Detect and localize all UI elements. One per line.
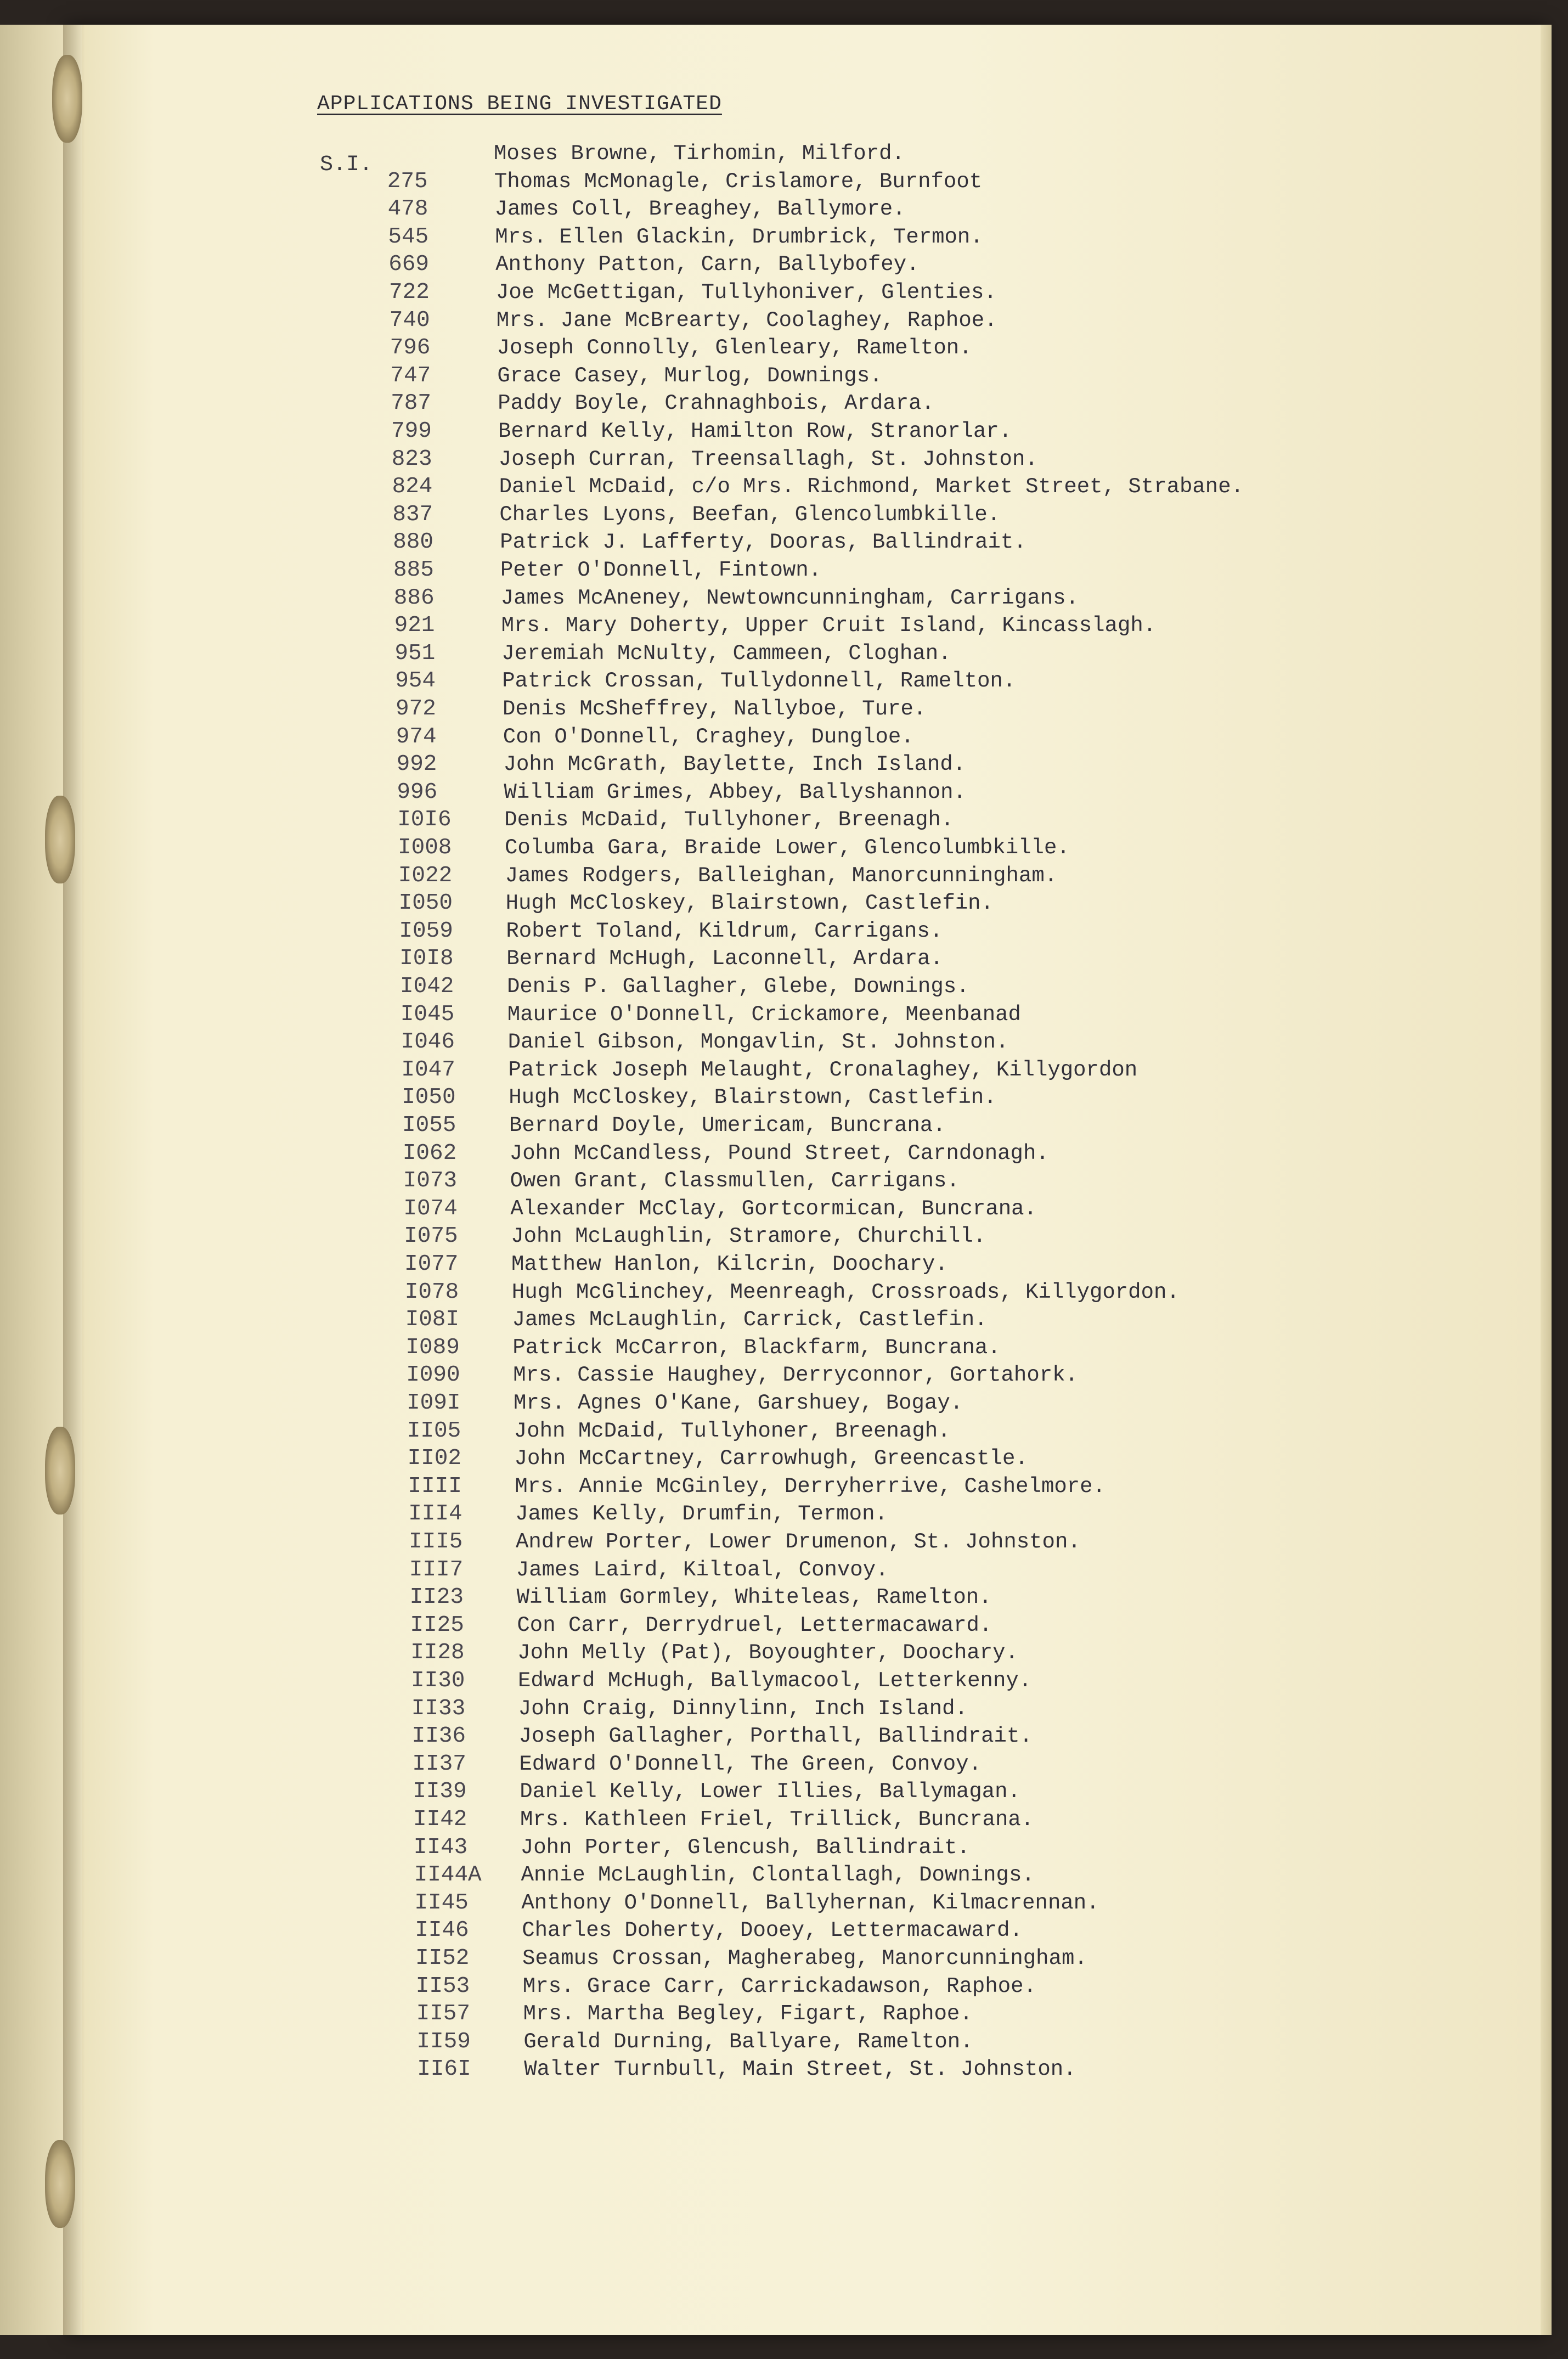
applicant-entry: James Rodgers, Balleighan, Manorcunningham. bbox=[505, 863, 1058, 888]
application-number: II05 bbox=[407, 1418, 461, 1444]
applicant-entry: John McLaughlin, Stramore, Churchill. bbox=[511, 1224, 986, 1249]
binding-hole-icon bbox=[45, 796, 75, 883]
application-number: I089 bbox=[405, 1335, 460, 1360]
application-number: I050 bbox=[398, 891, 453, 916]
applicant-entry: John Melly (Pat), Boyoughter, Doochary. bbox=[517, 1641, 1018, 1665]
applicant-entry: John McCartney, Carrowhugh, Greencastle. bbox=[514, 1446, 1028, 1471]
applicant-entry: Mrs. Agnes O'Kane, Garshuey, Bogay. bbox=[514, 1391, 963, 1415]
applicant-entry: Annie McLaughlin, Clontallagh, Downings. bbox=[521, 1863, 1035, 1888]
application-number: I045 bbox=[400, 1001, 455, 1027]
applicant-entry: John Craig, Dinnylinn, Inch Island. bbox=[518, 1696, 968, 1721]
applicant-entry: William Gormley, Whiteleas, Ramelton. bbox=[516, 1585, 992, 1610]
application-number: 823 bbox=[391, 446, 432, 472]
applicant-entry: Bernard Doyle, Umericam, Buncrana. bbox=[509, 1113, 946, 1138]
applicant-entry: Patrick J. Lafferty, Dooras, Ballindrait. bbox=[500, 530, 1026, 555]
series-prefix: S.I. bbox=[320, 153, 373, 177]
applicant-entry: John Porter, Glencush, Ballindrait. bbox=[520, 1835, 970, 1860]
applicant-entry: Andrew Porter, Lower Drumenon, St. Johnston. bbox=[516, 1530, 1081, 1554]
application-number: 796 bbox=[390, 335, 431, 361]
application-number: I073 bbox=[403, 1168, 458, 1194]
applicant-entry: Joseph Connolly, Glenleary, Ramelton. bbox=[497, 336, 972, 361]
application-number: II52 bbox=[415, 1946, 470, 1971]
applicant-entry: Denis McSheffrey, Nallyboe, Ture. bbox=[503, 697, 927, 721]
application-number: 824 bbox=[392, 474, 433, 500]
application-number: 275 bbox=[387, 168, 428, 194]
application-number: II25 bbox=[410, 1612, 464, 1638]
applicant-entry: Grace Casey, Murlog, Downings. bbox=[497, 363, 883, 388]
applicant-entry: Joseph Curran, Treensallagh, St. Johnston. bbox=[498, 447, 1038, 471]
application-number: II59 bbox=[416, 2029, 471, 2054]
applicant-entry: Denis McDaid, Tullyhoner, Breenagh. bbox=[504, 808, 954, 832]
application-number: 837 bbox=[392, 502, 433, 527]
application-number: I074 bbox=[403, 1196, 458, 1221]
application-number: II6I bbox=[417, 2057, 471, 2082]
application-number: I078 bbox=[404, 1279, 459, 1305]
application-number: I022 bbox=[398, 863, 453, 888]
application-number: I0I8 bbox=[399, 946, 454, 972]
applicant-entry: Owen Grant, Classmullen, Carrigans. bbox=[510, 1169, 960, 1193]
application-number: I050 bbox=[402, 1085, 456, 1111]
applicant-entry: Denis P. Gallagher, Glebe, Downings. bbox=[507, 975, 969, 999]
applicant-entry: John McGrath, Baylette, Inch Island. bbox=[503, 752, 966, 777]
applicant-entry: Maurice O'Donnell, Crickamore, Meenbanad bbox=[507, 1002, 1021, 1027]
application-number: II30 bbox=[411, 1668, 465, 1693]
applicant-entry: Joe McGettigan, Tullyhoniver, Glenties. bbox=[496, 280, 997, 305]
application-number: II23 bbox=[409, 1585, 464, 1611]
applicant-entry: Mrs. Mary Doherty, Upper Cruit Island, Kincasslagh. bbox=[501, 613, 1157, 638]
application-number: 954 bbox=[395, 668, 436, 694]
application-number: II53 bbox=[415, 1973, 470, 1999]
applicant-entry: Anthony O'Donnell, Ballyhernan, Kilmacrennan. bbox=[521, 1890, 1099, 1915]
application-number: II36 bbox=[411, 1724, 466, 1749]
applicant-entry: James McAneney, Newtowncunningham, Carrigans. bbox=[500, 585, 1079, 610]
applicant-entry: Seamus Crossan, Magherabeg, Manorcunningham. bbox=[522, 1946, 1087, 1970]
application-number: IIII bbox=[408, 1473, 462, 1499]
application-number: I077 bbox=[404, 1252, 459, 1277]
applicant-entry: William Grimes, Abbey, Ballyshannon. bbox=[504, 780, 966, 804]
applicant-entry: Peter O'Donnell, Fintown. bbox=[500, 558, 822, 582]
applicant-entry: Edward McHugh, Ballymacool, Letterkenny. bbox=[518, 1669, 1032, 1693]
application-number: III7 bbox=[409, 1557, 464, 1583]
applicant-entry: Charles Doherty, Dooey, Lettermacaward. bbox=[522, 1918, 1023, 1943]
application-number: I046 bbox=[401, 1029, 455, 1055]
application-number: II37 bbox=[412, 1751, 466, 1777]
application-number: III4 bbox=[408, 1501, 462, 1527]
applicant-entry: Daniel Gibson, Mongavlin, St. Johnston. bbox=[507, 1030, 1009, 1055]
applicant-entry: Hugh McGlinchey, Meenreagh, Crossroads, Killygordon. bbox=[511, 1280, 1180, 1304]
application-number: 951 bbox=[394, 640, 436, 666]
applicant-entry: Daniel McDaid, c/o Mrs. Richmond, Market Street, Strabane. bbox=[499, 475, 1244, 499]
page-edge bbox=[1541, 25, 1552, 2335]
application-number: 996 bbox=[397, 779, 438, 805]
applicant-entry: Mrs. Martha Begley, Figart, Raphoe. bbox=[523, 2002, 973, 2026]
application-number: II45 bbox=[414, 1890, 469, 1916]
applicant-entry: Mrs. Jane McBrearty, Coolaghey, Raphoe. bbox=[496, 308, 997, 333]
applicant-entry: Robert Toland, Kildrum, Carrigans. bbox=[506, 919, 943, 943]
applicant-entry: Alexander McClay, Gortcormican, Buncrana. bbox=[510, 1196, 1037, 1221]
applicant-entry: Mrs. Grace Carr, Carrickadawson, Raphoe. bbox=[522, 1974, 1036, 1998]
application-number: I090 bbox=[406, 1363, 460, 1388]
application-number: II42 bbox=[413, 1807, 467, 1832]
applicant-entry: Hugh McCloskey, Blairstown, Castlefin. bbox=[509, 1085, 997, 1110]
applicant-entry: Anthony Patton, Carn, Ballybofey. bbox=[495, 252, 920, 277]
application-number: 972 bbox=[396, 696, 436, 722]
binding-hole-icon bbox=[45, 1427, 75, 1515]
applicant-entry: Bernard McHugh, Laconnell, Ardara. bbox=[506, 947, 943, 971]
applicant-entry: Mrs. Cassie Haughey, Derryconnor, Gortahork. bbox=[513, 1363, 1078, 1388]
application-number: I042 bbox=[400, 974, 454, 999]
applicant-entry: Bernard Kelly, Hamilton Row, Stranorlar. bbox=[498, 419, 1012, 443]
application-number: 974 bbox=[396, 724, 437, 750]
applicant-entry: James Laird, Kiltoal, Convoy. bbox=[516, 1557, 889, 1582]
application-number: I055 bbox=[402, 1113, 456, 1138]
applicant-entry: Con O'Donnell, Craghey, Dungloe. bbox=[503, 724, 914, 749]
applicant-entry: Daniel Kelly, Lower Illies, Ballymagan. bbox=[520, 1780, 1020, 1804]
application-number: 722 bbox=[389, 280, 430, 305]
application-number: I062 bbox=[402, 1140, 457, 1166]
applicant-entry: James Kelly, Drumfin, Termon. bbox=[515, 1502, 888, 1527]
application-number: II44A bbox=[414, 1862, 482, 1888]
applicant-entry: Joseph Gallagher, Porthall, Ballindrait. bbox=[518, 1724, 1033, 1749]
applicant-entry: Patrick McCarron, Blackfarm, Buncrana. bbox=[512, 1335, 1001, 1360]
applicant-entry: John McDaid, Tullyhoner, Breenagh. bbox=[514, 1418, 951, 1443]
application-number: 747 bbox=[390, 363, 431, 389]
application-number: II02 bbox=[407, 1446, 462, 1472]
application-number: 885 bbox=[393, 558, 434, 583]
applicant-entry: Charles Lyons, Beefan, Glencolumbkille. bbox=[499, 502, 1001, 527]
applicant-entry: Patrick Joseph Melaught, Cronalaghey, Killygordon bbox=[508, 1057, 1138, 1082]
application-number: III5 bbox=[409, 1529, 463, 1555]
application-number: 740 bbox=[389, 307, 430, 333]
application-number: I09I bbox=[407, 1390, 461, 1416]
applicant-entry: James Coll, Breaghey, Ballymore. bbox=[494, 197, 906, 222]
binding-hole-icon bbox=[52, 55, 82, 143]
applicant-entry: Jeremiah McNulty, Cammeen, Cloghan. bbox=[501, 641, 951, 666]
application-number: II57 bbox=[416, 2001, 471, 2027]
applicant-entry: Mrs. Annie McGinley, Derryherrive, Cashelmore. bbox=[515, 1474, 1106, 1499]
application-number: 880 bbox=[393, 530, 433, 555]
application-number: II43 bbox=[413, 1834, 468, 1860]
applicant-entry: Matthew Hanlon, Kilcrin, Doochary. bbox=[511, 1252, 948, 1276]
applicant-entry: Hugh McCloskey, Blairstown, Castlefin. bbox=[505, 891, 994, 916]
application-number: 886 bbox=[393, 585, 435, 611]
applicant-entry: Edward O'Donnell, The Green, Convoy. bbox=[519, 1752, 982, 1776]
application-number: 478 bbox=[387, 196, 428, 222]
applicant-entry: Paddy Boyle, Crahnaghbois, Ardara. bbox=[498, 391, 934, 416]
application-number: I059 bbox=[399, 918, 453, 944]
applicant-entry: Con Carr, Derrydruel, Lettermacaward. bbox=[517, 1613, 992, 1637]
application-number: I047 bbox=[401, 1057, 455, 1083]
page-title: APPLICATIONS BEING INVESTIGATED bbox=[317, 92, 722, 116]
applicant-entry: Moses Browne, Tirhomin, Milford. bbox=[494, 142, 905, 166]
application-number: II33 bbox=[411, 1696, 466, 1721]
application-number: 545 bbox=[388, 224, 429, 250]
application-number: 787 bbox=[391, 391, 431, 416]
application-number: I075 bbox=[404, 1224, 458, 1249]
applicant-entry: Thomas McMonagle, Crislamore, Burnfoot bbox=[494, 169, 983, 194]
application-number: II39 bbox=[413, 1779, 467, 1805]
application-number: I008 bbox=[398, 835, 452, 860]
application-number: 799 bbox=[391, 419, 432, 444]
application-number: II28 bbox=[410, 1640, 465, 1666]
applicant-entry: John McCandless, Pound Street, Carndonagh. bbox=[509, 1141, 1049, 1166]
applicant-entry: Patrick Crossan, Tullydonnell, Ramelton. bbox=[502, 669, 1016, 694]
applicant-entry: Mrs. Kathleen Friel, Trillick, Buncrana. bbox=[520, 1808, 1034, 1832]
applicant-entry: Columba Gara, Braide Lower, Glencolumbkille. bbox=[505, 836, 1070, 860]
application-number: II46 bbox=[415, 1918, 469, 1944]
applicant-entry: Gerald Durning, Ballyare, Ramelton. bbox=[523, 2029, 973, 2054]
applicant-entry: Mrs. Ellen Glackin, Drumbrick, Termon. bbox=[495, 224, 983, 249]
application-number: 921 bbox=[394, 613, 435, 639]
spine-shadow bbox=[63, 25, 85, 2335]
application-number: 992 bbox=[396, 752, 437, 778]
application-number: I08I bbox=[405, 1307, 460, 1333]
application-number: 669 bbox=[388, 252, 429, 278]
application-number: I0I6 bbox=[397, 807, 452, 833]
binding-hole-icon bbox=[45, 2140, 75, 2228]
applicant-entry: Walter Turnbull, Main Street, St. Johnston. bbox=[524, 2057, 1076, 2082]
applicant-entry: James McLaughlin, Carrick, Castlefin. bbox=[512, 1308, 988, 1332]
